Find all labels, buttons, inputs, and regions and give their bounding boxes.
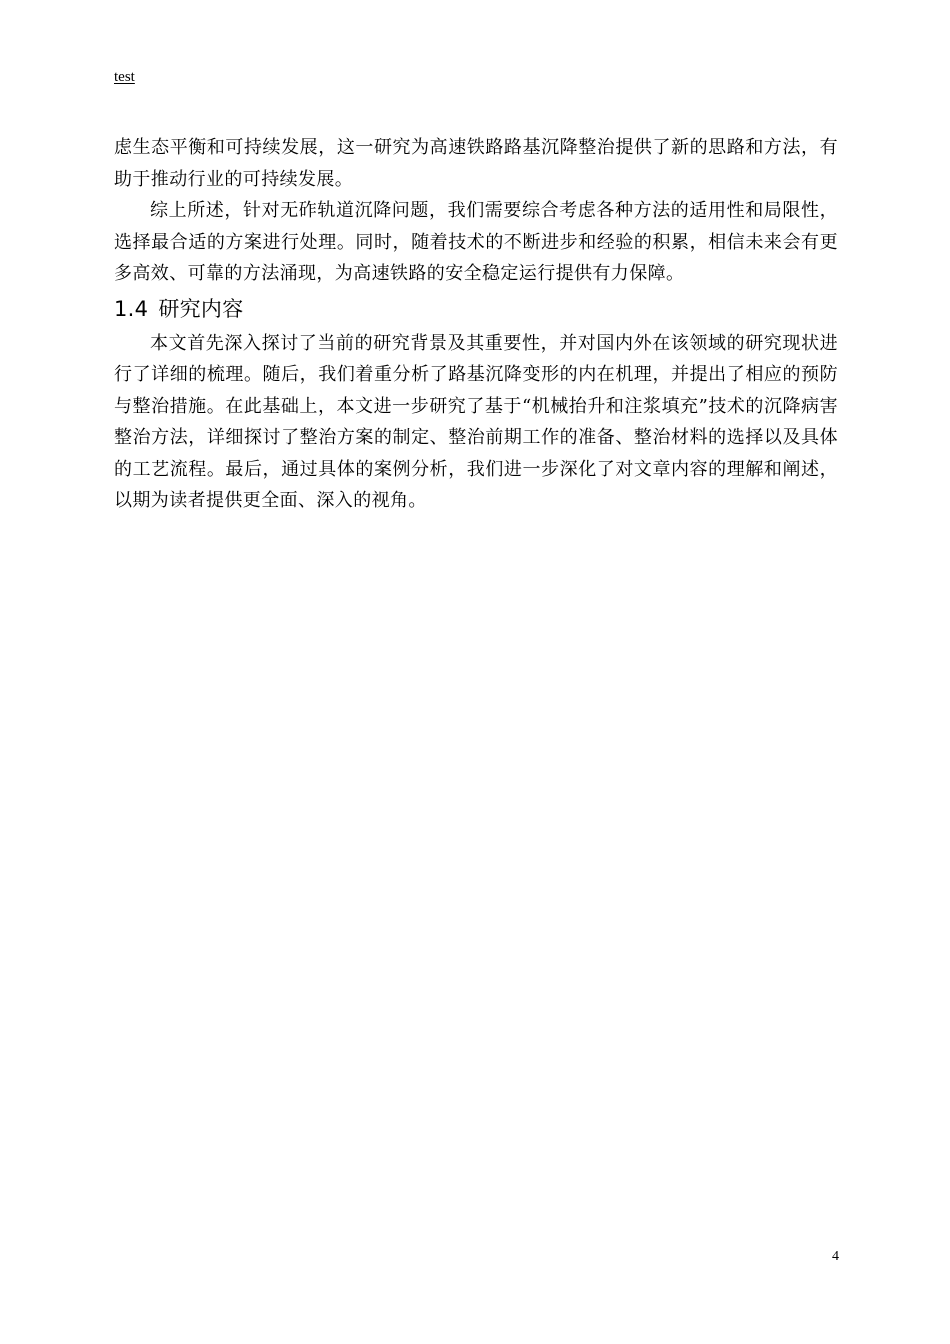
section-title: 研究内容	[158, 296, 244, 321]
page-header: test	[114, 69, 135, 85]
paragraph-continuation: 虑生态平衡和可持续发展，这一研究为高速铁路路基沉降整治提供了新的思路和方法，有助于推动行业的可持续发展。	[114, 137, 838, 190]
section-heading	[114, 292, 838, 326]
page-number: 4	[832, 1249, 839, 1264]
section-number: 1.4	[114, 296, 149, 321]
paragraph-summary: 综上所述，针对无砟轨道沉降问题，我们需要综合考虑各种方法的适用性和局限性，选择最合适的方案进行处理。同时，随着技术的不断进步和经验的积累，相信未来会有更多高效、可靠的方法涌现，为高速铁路的安全稳定运行提供有力保障。	[114, 200, 838, 284]
paragraph-research-content: 本文首先深入探讨了当前的研究背景及其重要性，并对国内外在该领域的研究现状进行了详细的梳理。随后，我们着重分析了路基沉降变形的内在机理，并提出了相应的预防与整治措施。在此基础上，本文进一步研究了基于“机械抬升和注浆填充”技术的沉降病害整治方法，详细探讨了整治方案的制定、整治前期工作的准备、整治材料的选择以及具体的工艺流程。最后，通过具体的案例分析，我们进一步深化了对文章内容的理解和阐述，以期为读者提供更全面、深入的视角。	[114, 332, 838, 511]
page-content	[114, 132, 838, 517]
